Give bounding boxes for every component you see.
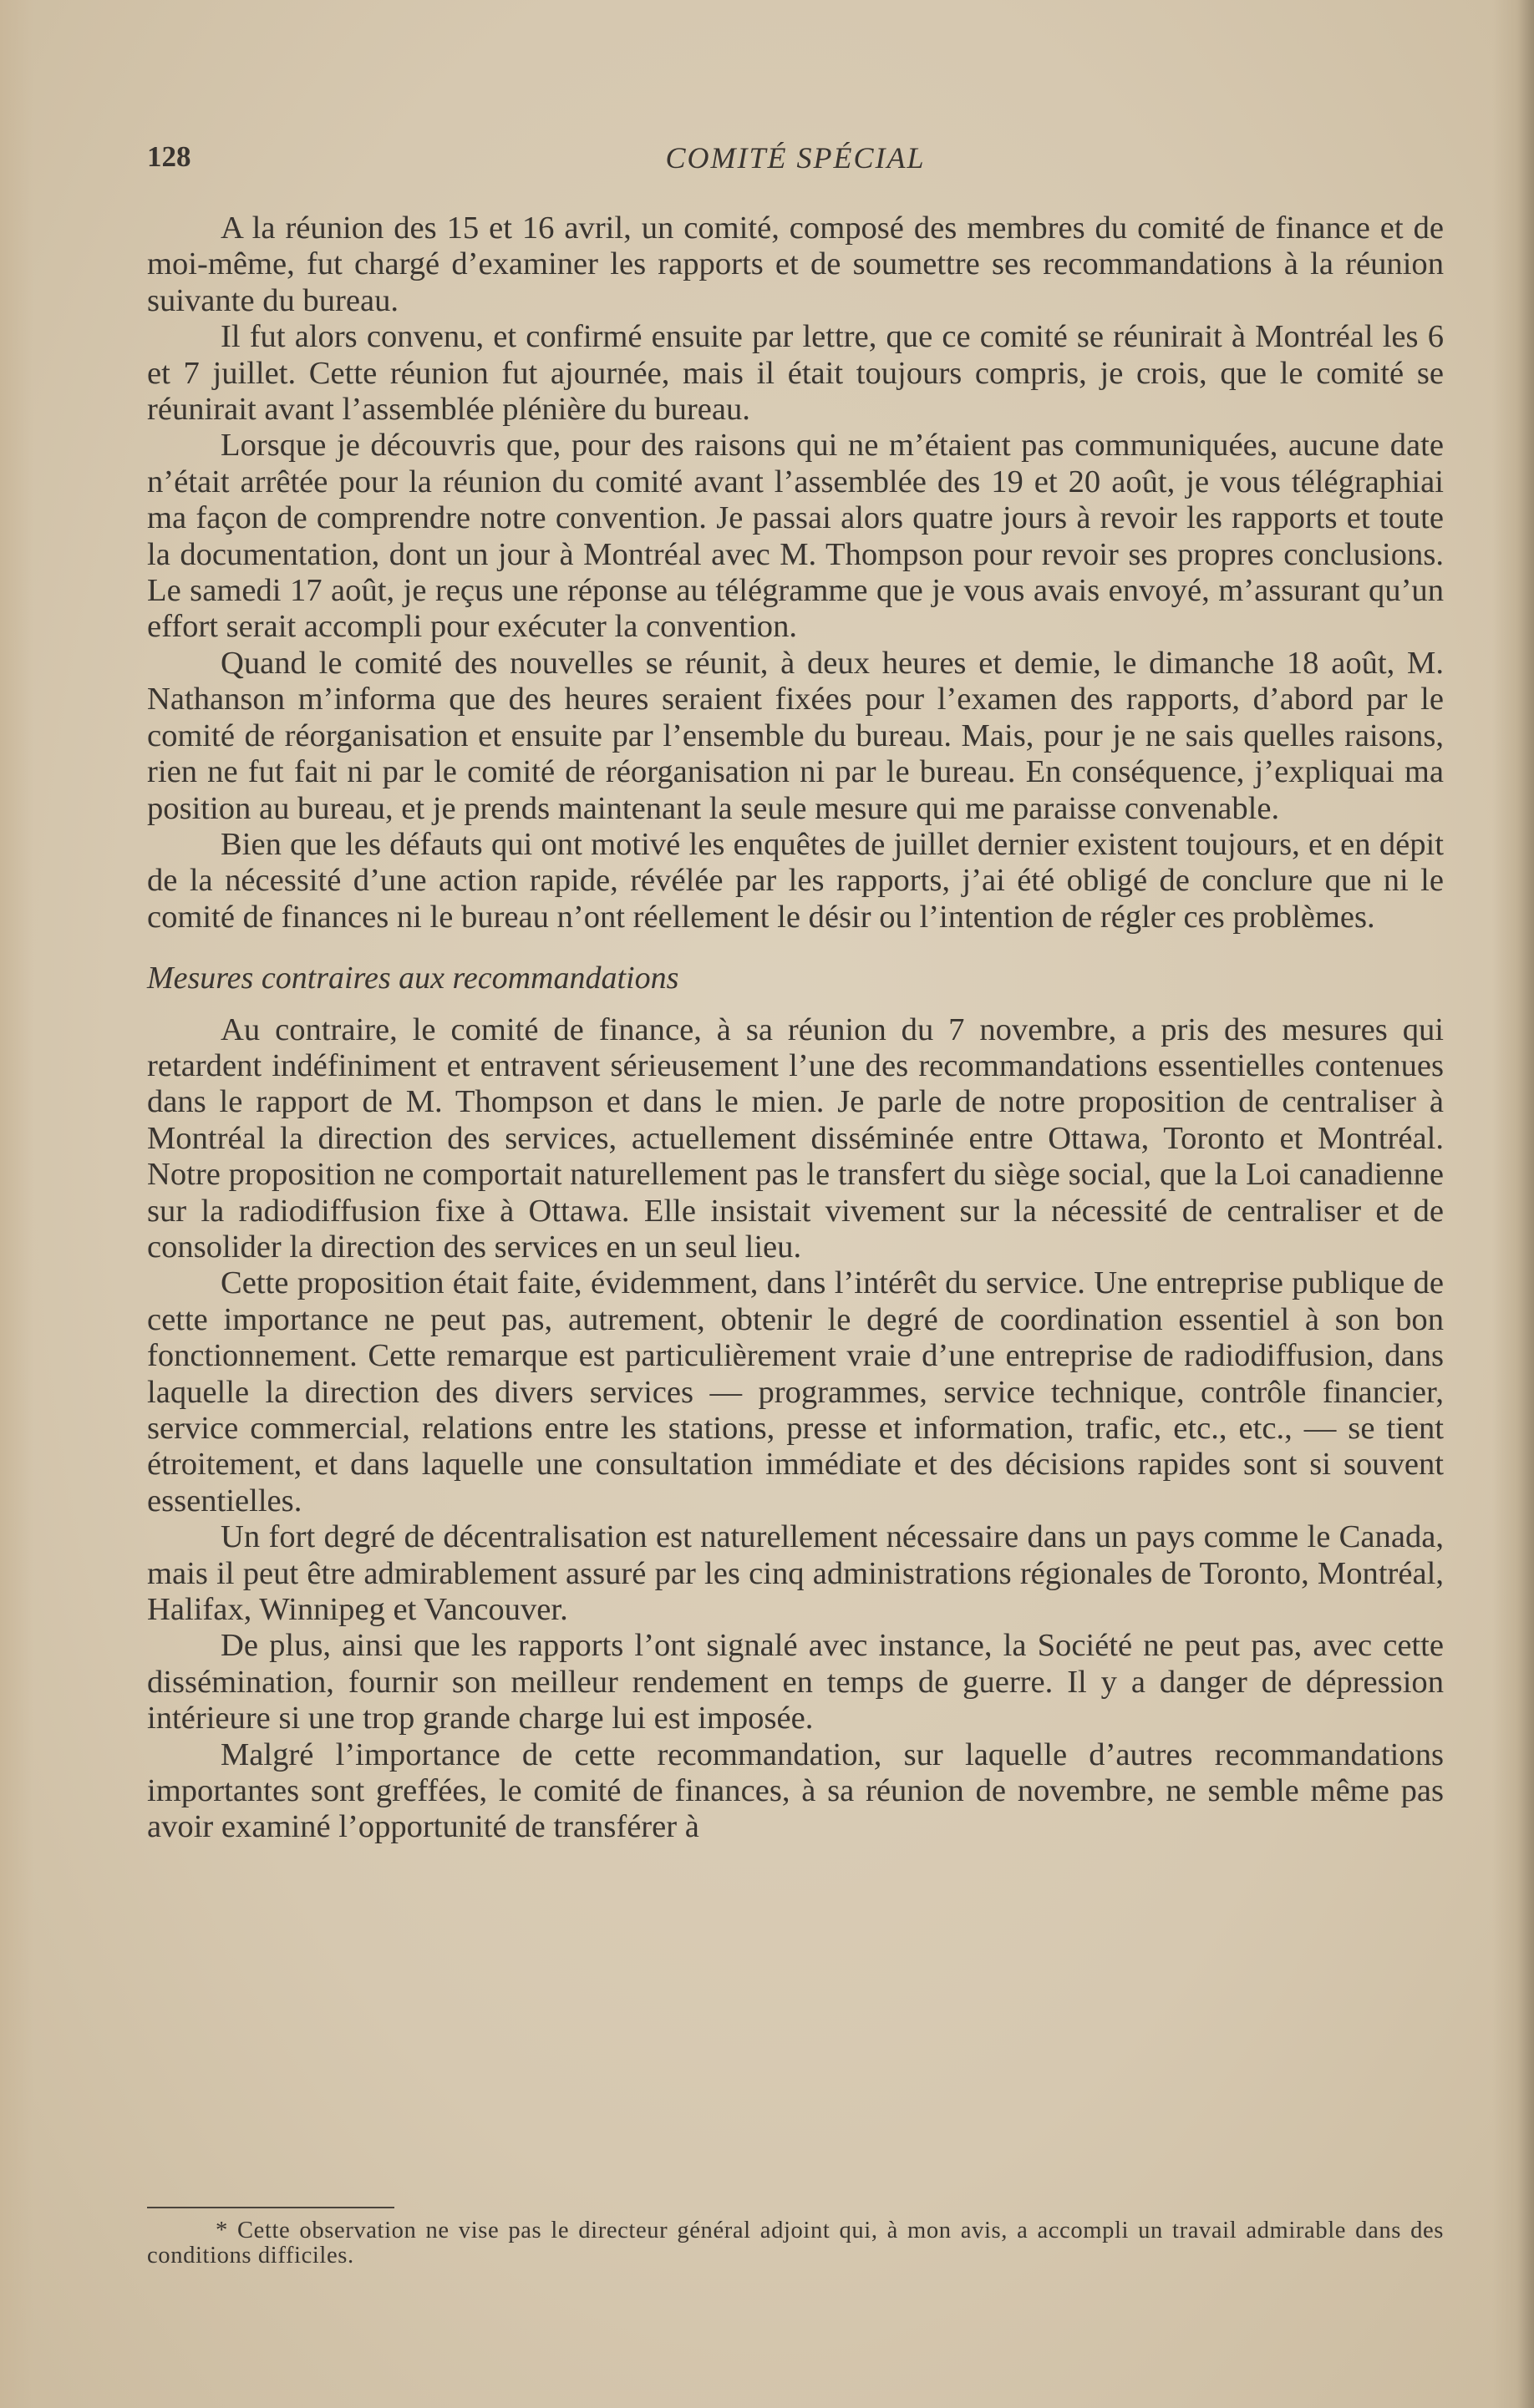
paragraph: A la réunion des 15 et 16 avril, un comité, composé des membres du comité de finance et de moi-même, fut chargé d’examiner les rapports et de soumettre ses recommandations à la réunion suivante du bureau. (147, 210, 1444, 318)
page-right-edge-shadow (1492, 0, 1534, 2408)
paragraph: Lorsque je découvris que, pour des raisons qui ne m’étaient pas communiquées, aucune date n’était arrêtée pour la réunion du comité avant l’assemblée des 19 et 20 août, je vous télégraphiai ma façon de comprendre notre convention. Je passai alors quatre jours à revoir les rapports et toute la documentation, dont un jour à Montréal avec M. Thompson pour revoir ses propres conclusions. Le samedi 17 août, je reçus une réponse au télégramme que je vous avais envoyé, m’assurant qu’un effort serait accompli pour exécuter la convention. (147, 428, 1444, 645)
paragraph: Malgré l’importance de cette recommandation, sur laquelle d’autres recommandations importantes sont greffées, le comité de finances, à sa réunion de novembre, ne semble même pas avoir examiné l’opportunité de transférer à (147, 1736, 1444, 1845)
running-title: COMITÉ SPÉCIAL (665, 141, 926, 175)
paragraph: Au contraire, le comité de finance, à sa réunion du 7 novembre, a pris des mesures qui retardent indéfiniment et entravent sérieusement l’une des recommandations essentielles contenues dans le rapport de M. Thompson et dans le mien. Je parle de notre proposition de centraliser à Montréal la direction des services, actuellement disséminée entre Ottawa, Toronto et Montréal. Notre proposition ne comportait naturellement pas le transfert du siège social, que la Loi canadienne sur la radiodiffusion fixe à Ottawa. Elle insistait vivement sur la nécessité de centraliser et de consolider la direction des services en un seul lieu. (147, 1011, 1444, 1265)
footnote-rule (147, 2207, 394, 2208)
page-number: 128 (147, 140, 191, 173)
page-left-edge-shadow (0, 0, 33, 2408)
footnote-text: * Cette observation ne vise pas le directeur général adjoint qui, à mon avis, a accompli un travail admirable dans des conditions difficiles. (147, 2218, 1444, 2269)
paragraph: Cette proposition était faite, évidemment, dans l’intérêt du service. Une entreprise publique de cette importance ne peut pas, autrement, obtenir le degré de coordination essentiel à son bon fonctionnement. Cette remarque est particulièrement vraie d’une entreprise de radiodiffusion, dans laquelle la direction des divers services — programmes, service technique, contrôle financier, service commercial, relations entre les stations, presse et information, trafic, etc., etc., — se tient étroitement, et dans laquelle une consultation immédiate et des décisions rapides sont si souvent essentielles. (147, 1265, 1444, 1518)
paragraph: Il fut alors convenu, et confirmé ensuite par lettre, que ce comité se réunirait à Montréal les 6 et 7 juillet. Cette réunion fut ajournée, mais il était toujours compris, je crois, que le comité se réunirait avant l’assemblée plénière du bureau. (147, 319, 1444, 428)
body-text (147, 210, 1444, 1846)
paragraph: Bien que les défauts qui ont motivé les enquêtes de juillet dernier existent toujours, et en dépit de la nécessité d’une action rapide, révélée par les rapports, j’ai été obligé de conclure que ni le comité de finances ni le bureau n’ont réellement le désir ou l’intention de régler ces problèmes. (147, 826, 1444, 935)
page-header (147, 140, 1444, 180)
paragraph: Quand le comité des nouvelles se réunit, à deux heures et demie, le dimanche 18 août, M. Nathanson m’informa que des heures seraient fixées pour l’examen des rapports, d’abord par le comité de réorganisation et ensuite par l’ensemble du bureau. Mais, pour je ne sais quelles raisons, rien ne fut fait ni par le comité de réorganisation ni par le bureau. En conséquence, j’expliquai ma position au bureau, et je prends maintenant la seule mesure qui me paraisse convenable. (147, 645, 1444, 826)
section-heading: Mesures contraires aux recommandations (147, 961, 679, 996)
paragraph: De plus, ainsi que les rapports l’ont signalé avec instance, la Société ne peut pas, avec cette dissémination, fournir son meilleur rendement en temps de guerre. Il y a danger de dépression intérieure si une trop grande charge lui est imposée. (147, 1628, 1444, 1736)
paragraph: Un fort degré de décentralisation est naturellement nécessaire dans un pays comme le Canada, mais il peut être admirablement assuré par les cinq administrations régionales de Toronto, Montréal, Halifax, Winnipeg et Vancouver. (147, 1519, 1444, 1628)
footnote (147, 2218, 1444, 2269)
